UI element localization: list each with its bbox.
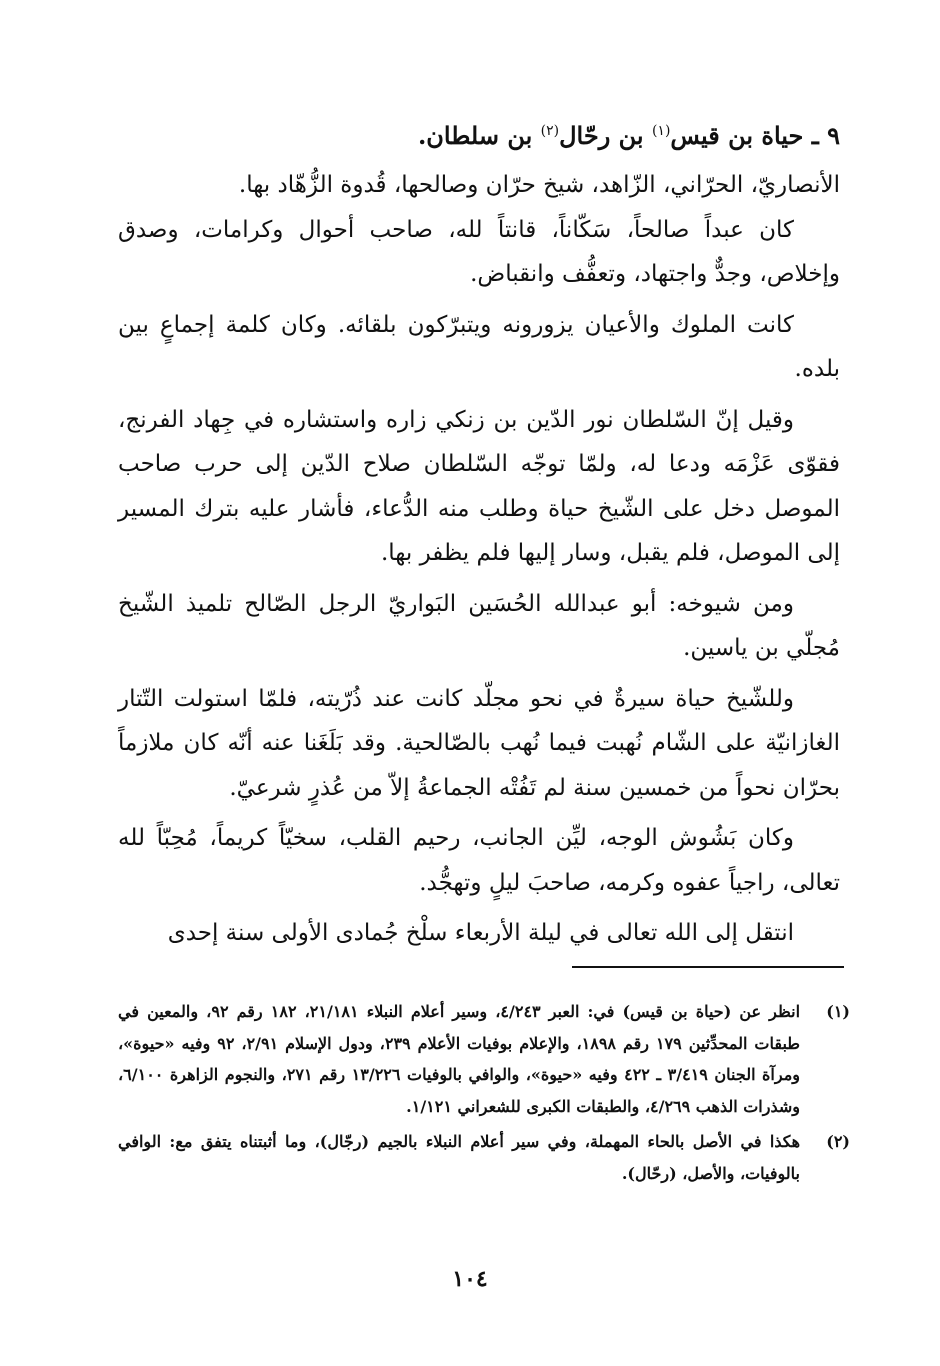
main-text xyxy=(118,108,840,956)
entry-name-middle: بن رحّال xyxy=(559,121,644,150)
paragraph-biography: وللشّيخ حياة سيرةٌ في نحو مجلّد كانت عند ذُرّيته، فلمّا استولت التّتار الغازانيّة على الشّام نُهبت فيما نُهب بالصّالحية. وقد بَلَغَنا عنه أنّه كان ملازماً بحرّان نحواً من خمسين سنة لم تَفُتْه الجماعةُ إلاّ من عُذرٍ شرعيّ. xyxy=(118,685,840,801)
paragraph-kings: كانت الملوك والأعيان يزورونه ويتبرّكون بلقائه. وكان كلمة إجماعٍ بين بلده. xyxy=(118,311,840,382)
entry-heading: ٩ ـ حياة بن قيس$^{(١)}$ بن رحّال$^{(٢)}$ بن سلطان. xyxy=(417,121,840,150)
footnote-number: (٢) xyxy=(826,1132,850,1151)
footnote-1 xyxy=(118,996,850,1122)
entry-number: ٩ xyxy=(827,121,840,150)
paragraph-character: وكان بَشُوش الوجه، ليِّن الجانب، رحيم القلب، سخيّاً كريماً، مُحِبّاً لله تعالى، راجياً عفوه وكرمه، صاحبَ ليلٍ وتهجُّد. xyxy=(118,825,840,896)
footnotes xyxy=(118,996,850,1193)
footnote-ref-1[interactable]: (١) xyxy=(651,123,671,139)
footnote-number: (١) xyxy=(826,1002,850,1021)
footnote-text: انظر عن (حياة بن قيس) في: العبر ٤/٢٤٣، وسير أعلام النبلاء ٢١/١٨١، ١٨٢ رقم ٩٢، والمعين في طبقات المحدِّثين ١٧٩ رقم ١٨٩٨، والإعلام بوفيات الأعلام ٢٣٩، ودول الإسلام ٢/٩١، ٩٢ وفيه «حيوة»، ومرآة الجنان ٣/٤١٩ ـ ٤٢٢ وفيه «حيوة»، والوافي بالوفيات ١٣/٢٢٦ رقم ٢٧١، والنجوم الزاهرة ٦/١٠٠، وشذرات الذهب ٤/٢٦٩، والطبقات الكبرى للشعراني ١/١٢١. xyxy=(118,1002,801,1116)
page-number: ١٠٤ xyxy=(452,1266,488,1292)
footnote-2 xyxy=(118,1126,850,1189)
footnote-separator xyxy=(572,966,844,968)
footnote-ref-2[interactable]: (٢) xyxy=(540,123,560,139)
paragraph-death: انتقل إلى الله تعالى في ليلة الأربعاء سلْخ جُمادى الأولى سنة إحدى xyxy=(167,920,794,946)
paragraph-sultans: وقيل إنّ السّلطان نور الدّين بن زنكي زاره واستشاره في جِهاد الفرنج، فقوّى عَزْمَه ودعا له، ولمّا توجّه السّلطان صلاح الدّين إلى حرب صاحب الموصل دخل على الشّيخ حياة وطلب منه الدُّعاء، فأشار عليه بترك المسير إلى الموصل، فلم يقبل، وسار إليها فلم يظفر بها. xyxy=(118,406,840,566)
paragraph-nisba: الأنصاريّ، الحرّاني، الزّاهد، شيخ حرّان وصالحها، قُدوة الزُّهّاد بها. xyxy=(238,172,840,198)
paragraph-description: كان عبداً صالحاً، سَكّاناً، قانتاً لله، صاحب أحوال وكرامات، وصدق وإخلاص، وجدٌّ واجتهاد، وتعفُّف وانقباض. xyxy=(118,216,840,287)
paragraph-teachers: ومن شيوخه: أبو عبدالله الحُسَين البَواريّ الرجل الصّالح تلميذ الشّيخ مُجلّي بن ياسين. xyxy=(118,590,840,661)
footnote-text: هكذا في الأصل بالحاء المهملة، وفي سير أعلام النبلاء بالجيم (رجّال)، وما أثبتناه يتفق مع: الوافي بالوفيات، والأصل، (رحّال). xyxy=(118,1132,800,1183)
entry-name: حياة بن قيس xyxy=(670,121,804,150)
entry-name-end: بن سلطان. xyxy=(417,121,533,150)
